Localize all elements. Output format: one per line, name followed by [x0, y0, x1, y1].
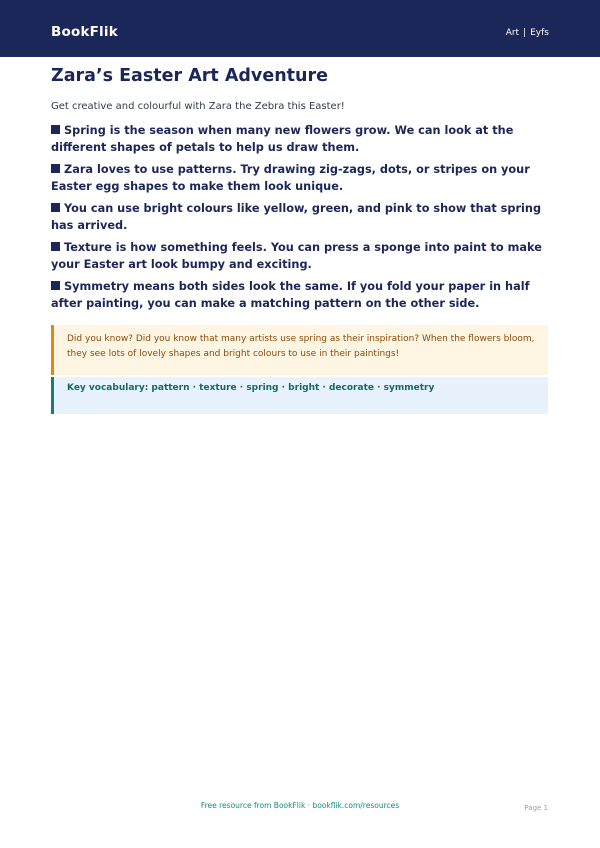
callout-text: Did you know? Did you know that many artists use spring as their inspiration? When the flowers bloom, they see lots of lovely shapes and bright colours to use in their paintings!: [67, 334, 535, 359]
learning-point-text: Symmetry means both sides look the same. If you fold your paper in half after painting, you can make a matching pattern on the other side.: [51, 280, 530, 310]
breadcrumb: [506, 27, 549, 39]
square-bullet-icon: [51, 164, 60, 173]
page-number: Page 1: [524, 804, 548, 812]
learning-point-text: You can use bright colours like yellow, green, and pink to show that spring has arrived.: [51, 202, 542, 232]
square-bullet-icon: [51, 125, 60, 134]
learning-point: [51, 278, 551, 312]
breadcrumb-separator: |: [523, 28, 527, 38]
square-bullet-icon: [51, 203, 60, 212]
page-title: Zara’s Easter Art Adventure: [51, 66, 328, 86]
key-vocabulary-box: [51, 377, 548, 414]
learning-point-text: Zara loves to use patterns. Try drawing zig-zags, dots, or stripes on your Easter egg shapes to make them look unique.: [51, 163, 530, 193]
learning-point-text: Texture is how something feels. You can press a sponge into paint to make your Easter art look bumpy and exciting.: [51, 241, 542, 271]
did-you-know-callout: [51, 325, 548, 375]
learning-point: [51, 239, 551, 273]
key-vocabulary-text: Key vocabulary: pattern · texture · spring · bright · decorate · symmetry: [67, 383, 435, 393]
learning-point: [51, 122, 551, 156]
breadcrumb-subject[interactable]: Art: [505, 28, 520, 38]
learning-point: [51, 200, 551, 234]
page-subtitle: Get creative and colourful with Zara the Zebra this Easter!: [51, 101, 345, 112]
footer-resource-link[interactable]: Free resource from BookFlik · bookflik.com/resources: [200, 801, 400, 810]
header-bar: [0, 0, 600, 57]
square-bullet-icon: [51, 281, 60, 290]
learning-points-list: [51, 122, 551, 317]
learning-point-text: Spring is the season when many new flowers grow. We can look at the different shapes of petals to help us draw them.: [51, 124, 514, 154]
learning-point: [51, 161, 551, 195]
breadcrumb-level[interactable]: Eyfs: [530, 28, 549, 38]
square-bullet-icon: [51, 242, 60, 251]
brand-logo-text[interactable]: BookFlik: [51, 24, 118, 40]
